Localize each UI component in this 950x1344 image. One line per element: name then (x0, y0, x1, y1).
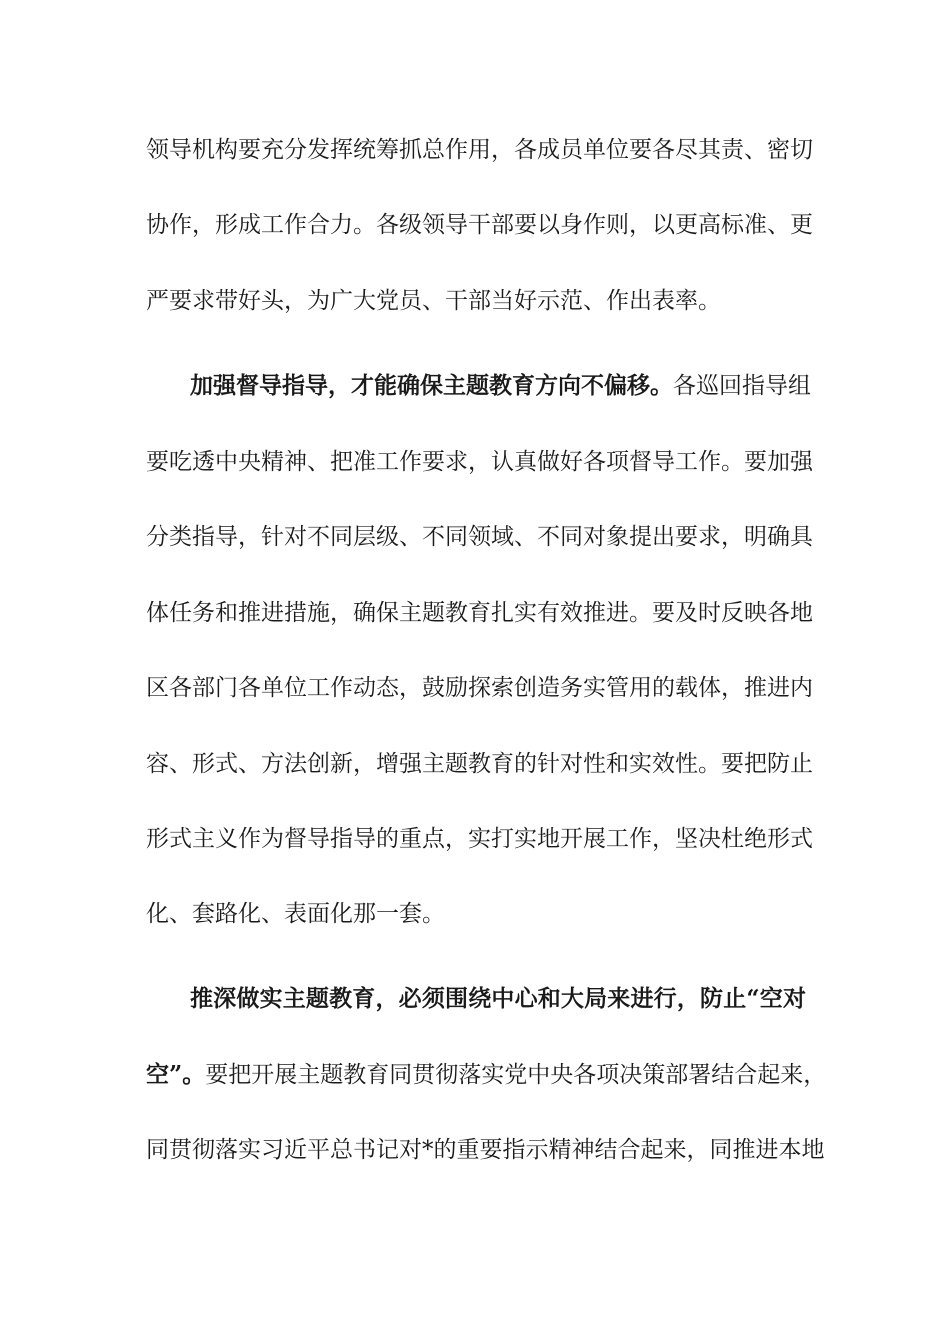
text-line (146, 517, 813, 557)
line-text: 体任务和推进措施，确保主题教育扎实有效推进。要及时反映各地 (146, 600, 813, 626)
line-text: 容、形式、方法创新，增强主题教育的针对性和实效性。要把防止 (146, 751, 813, 777)
text-line (146, 281, 806, 321)
line-text: 要吃透中央精神、把准工作要求，认真做好各项督导工作。要加强 (146, 449, 813, 475)
text-line (146, 442, 813, 482)
line-text: 区各部门各单位工作动态，鼓励探索创造务实管用的载体，推进内 (146, 675, 813, 701)
text-line (190, 366, 811, 406)
line-text: 领导机构要充分发挥统筹抓总作用，各成员单位要各尽其责、密切 (146, 137, 813, 163)
bold-lead: 空”。 (146, 1061, 206, 1088)
text-line (146, 130, 813, 170)
line-text: 要把开展主题教育同贯彻落实党中央各项决策部署结合起来， (205, 1062, 827, 1088)
line-text: 形式主义作为督导指导的重点，实打实地开展工作，坚决杜绝形式 (146, 826, 813, 852)
text-line (146, 744, 813, 784)
text-line (146, 819, 813, 859)
text-line (146, 668, 813, 708)
text-line (146, 1055, 827, 1095)
line-text: 协作，形成工作合力。各级领导干部要以身作则，以更高标准、更 (146, 212, 813, 238)
bold-lead: 加强督导指导，才能确保主题教育方向不偏移。 (190, 372, 673, 399)
line-text: 同贯彻落实习近平总书记对*的重要指示精神结合起来，同推进本地 (146, 1137, 825, 1163)
line-text: 各巡回指导组 (673, 373, 811, 399)
text-line (146, 593, 813, 633)
line-text: 严要求带好头，为广大党员、干部当好示范、作出表率。 (146, 288, 721, 314)
text-line (146, 894, 806, 934)
line-text: 分类指导，针对不同层级、不同领域、不同对象提出要求，明确具 (146, 524, 813, 550)
text-line (190, 979, 806, 1019)
text-line (146, 205, 813, 245)
bold-lead: 推深做实主题教育，必须围绕中心和大局来进行，防止“空对 (190, 985, 806, 1012)
line-text: 化、套路化、表面化那一套。 (146, 901, 445, 927)
text-line (146, 1130, 825, 1170)
